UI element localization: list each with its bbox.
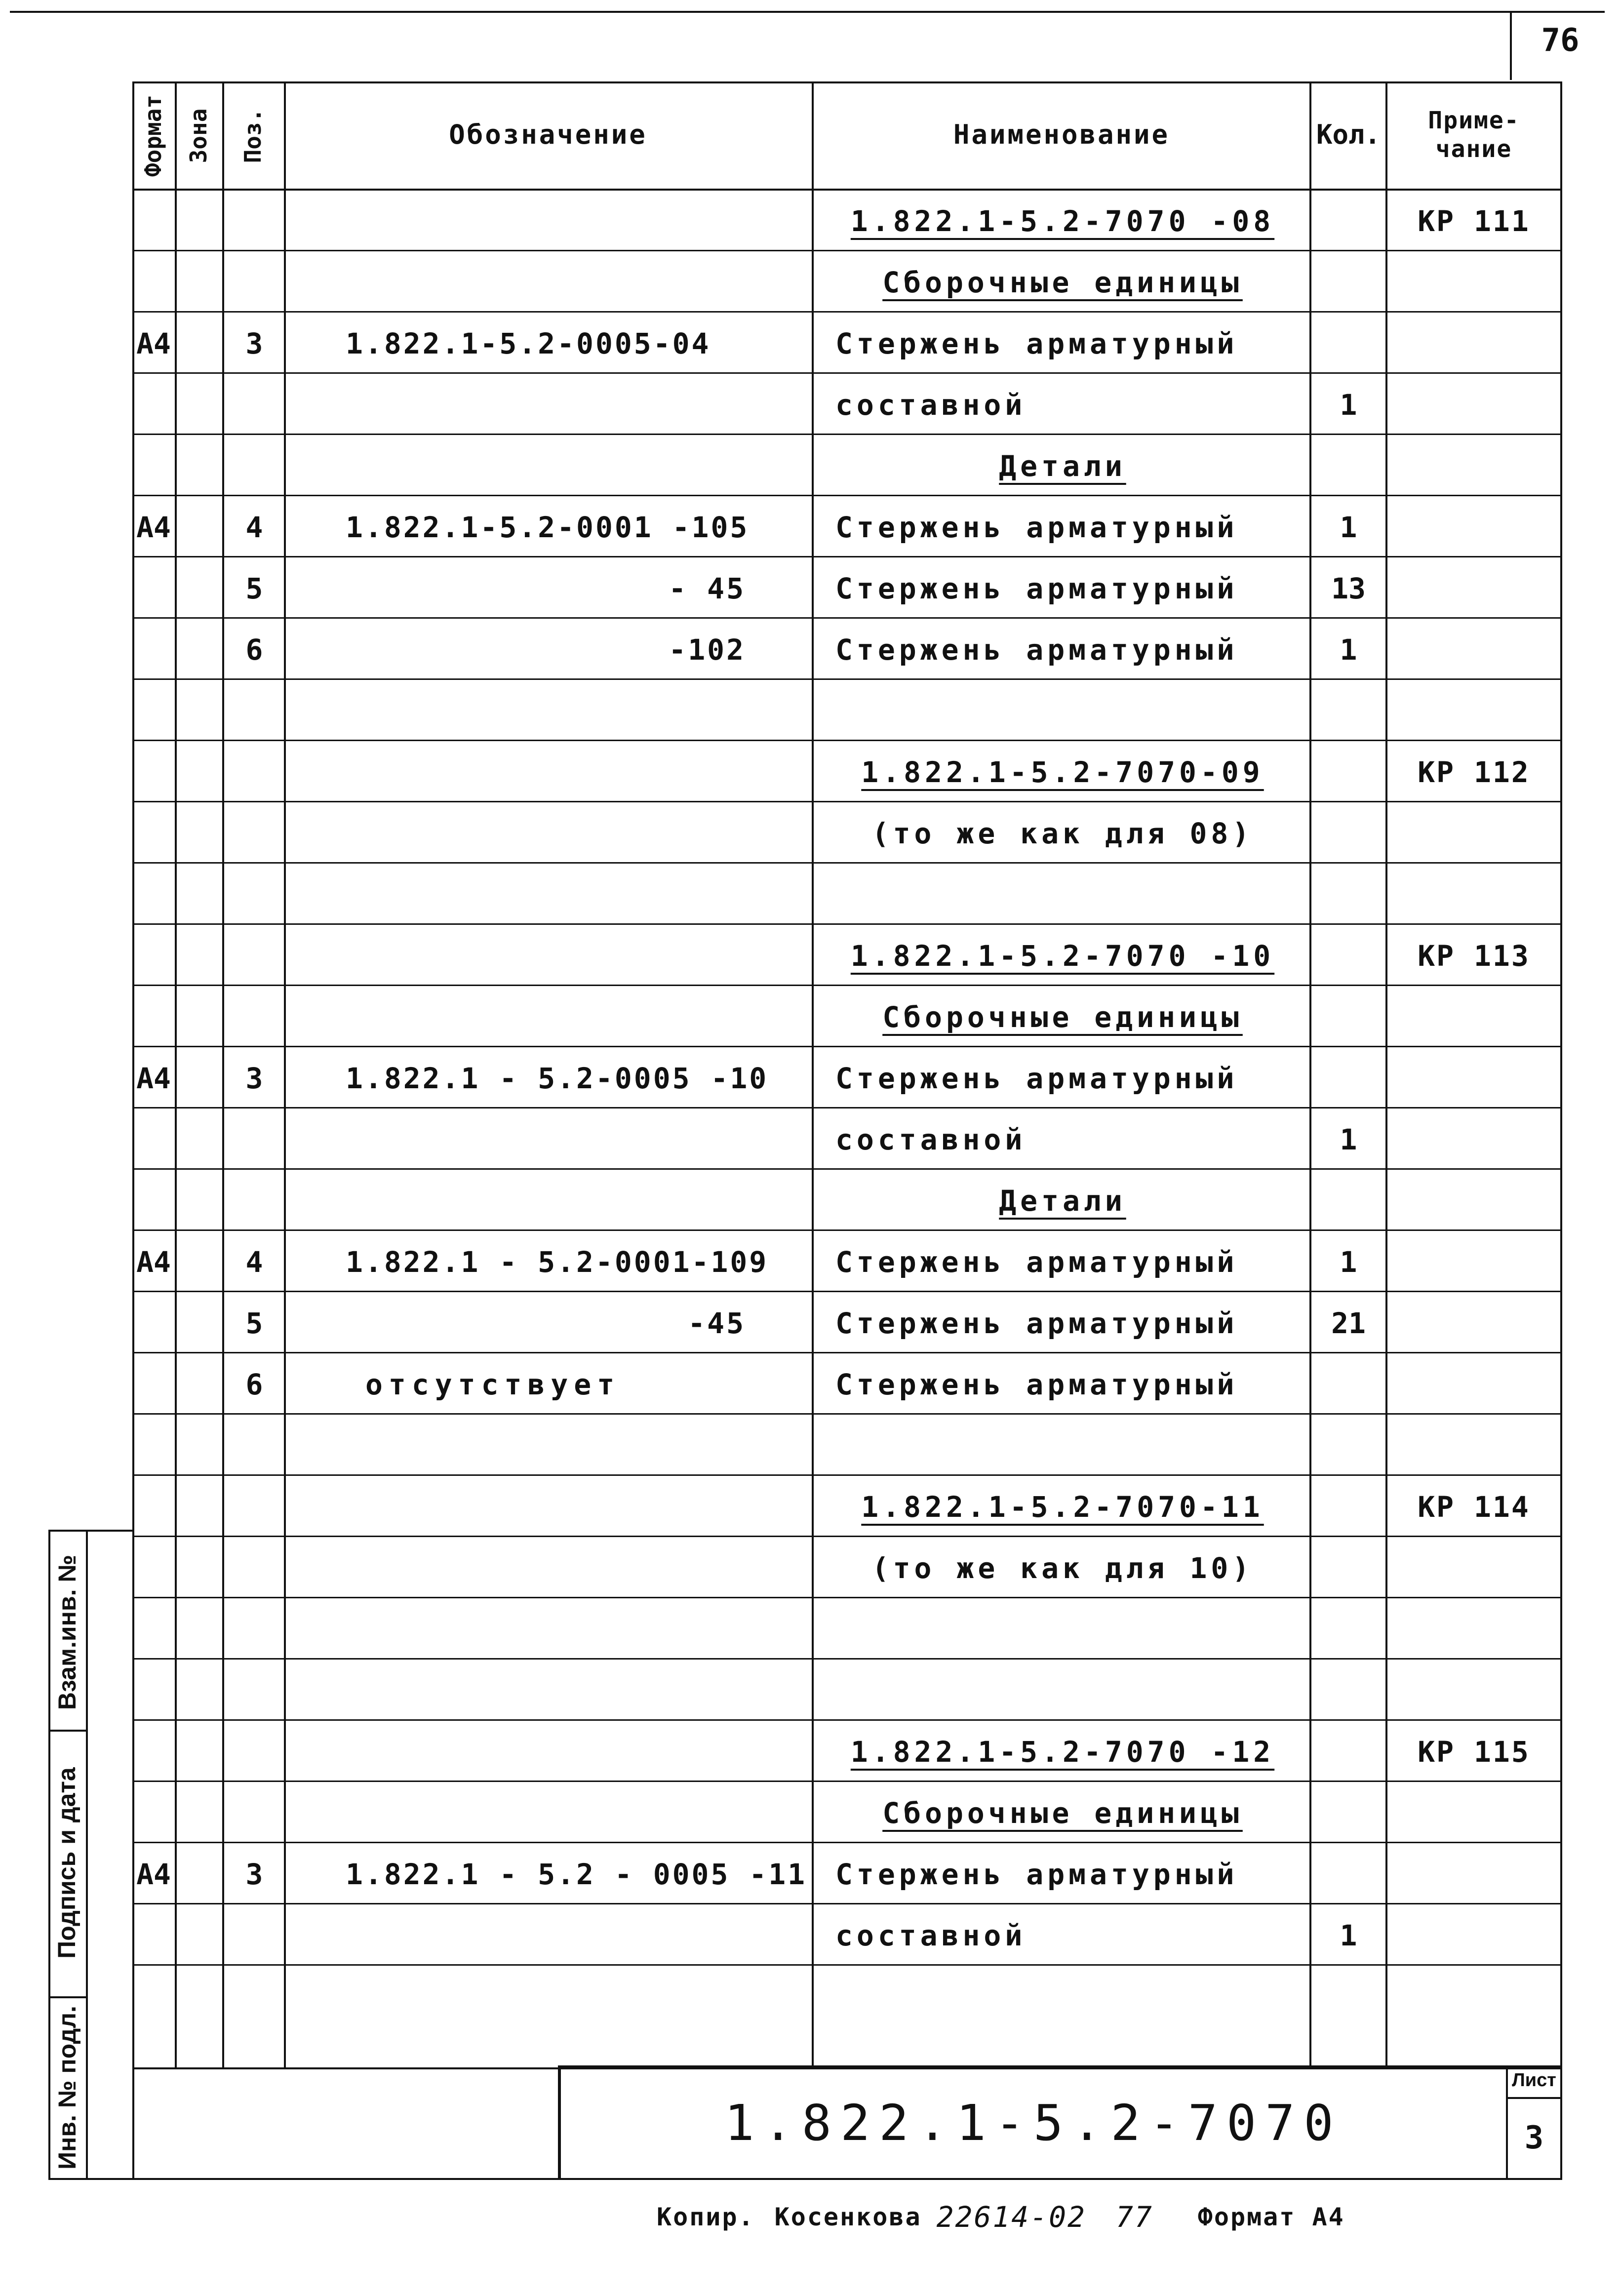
col-divider-pos — [284, 81, 286, 2069]
footer-copied-label: Копир. — [657, 2203, 755, 2231]
table-row-name — [816, 1721, 1309, 1782]
table-row-pos: 3 — [245, 1062, 263, 1095]
stamp-document-code: 1.822.1-5.2-7070 — [724, 2094, 1343, 2152]
stamp-sheet-label: Лист — [1512, 2070, 1556, 2091]
section-subtitle: Детали — [999, 1184, 1126, 1218]
header-qty: Кол. — [1316, 119, 1381, 150]
table-row-designation: 1.822.1-5.2-0001 -105 — [346, 511, 750, 544]
footer-order-suffix: 77 — [1115, 2200, 1153, 2234]
table-row-pos: 4 — [245, 511, 263, 544]
page-top-line — [10, 11, 1605, 13]
table-row-designation: отсутствует — [365, 1368, 621, 1401]
section-title: 1.822.1-5.2-7070 -10 — [850, 939, 1275, 973]
header-name: Наименование — [953, 119, 1170, 150]
table-row-name: Стержень арматурный — [835, 572, 1238, 605]
header-format: Формат — [140, 94, 166, 177]
table-row-pos: 3 — [245, 327, 263, 360]
row-divider-line — [132, 1719, 1562, 1721]
table-row-format: А4 — [136, 1062, 171, 1095]
header-zone: Зона — [185, 108, 212, 163]
table-row-name — [816, 191, 1309, 252]
footer-copied — [657, 2192, 1345, 2242]
table-row-designation: 1.822.1 - 5.2-0005 -10 — [346, 1062, 769, 1095]
header-designation: Обозначение — [449, 119, 647, 150]
table-row-qty: 1 — [1340, 511, 1357, 544]
table-row-name — [816, 1476, 1309, 1538]
section-subtitle: Сборочные единицы — [882, 1796, 1243, 1830]
table-row-designation: 1.822.1-5.2-0005-04 — [346, 327, 711, 360]
table-row-format: А4 — [136, 1858, 171, 1891]
table-row-qty: 1 — [1340, 388, 1357, 422]
table-row-name: Стержень арматурный — [835, 511, 1238, 544]
table-row-qty: 1 — [1340, 1123, 1357, 1156]
table-row-name — [816, 987, 1309, 1048]
table-row-name — [816, 1170, 1309, 1231]
table-row-name: (то же как для 10) — [871, 1551, 1254, 1585]
row-divider-line — [132, 923, 1562, 925]
table-row-qty: 1 — [1340, 1245, 1357, 1279]
table-row-name: Стержень арматурный — [835, 327, 1238, 360]
header-pos: Поз. — [239, 108, 266, 163]
page-number: 76 — [1541, 22, 1580, 59]
footer-format-label: Формат А4 — [1197, 2203, 1345, 2231]
table-row-note: КР 114 — [1418, 1490, 1530, 1524]
table-row-name: Стержень арматурный — [835, 1306, 1238, 1340]
frame-right — [1560, 81, 1562, 2180]
section-subtitle: Сборочные единицы — [882, 266, 1243, 299]
table-row-name — [816, 435, 1309, 497]
table-row-note: КР 111 — [1418, 204, 1530, 238]
table-row-name: Стержень арматурный — [835, 633, 1238, 667]
row-divider-line — [132, 1658, 1562, 1660]
table-row-pos: 5 — [245, 1306, 263, 1340]
margin-top-line — [48, 1530, 134, 1532]
table-row-format: А4 — [136, 1245, 171, 1279]
row-divider-line — [132, 1474, 1562, 1476]
page-number-box-left — [1510, 11, 1512, 80]
table-row-name: составной — [835, 1123, 1027, 1156]
table-row-designation: -102 — [669, 633, 746, 667]
table-row-pos: 6 — [245, 633, 263, 667]
table-row-designation: -45 — [688, 1306, 746, 1340]
table-row-pos: 4 — [245, 1245, 263, 1279]
table-row-name: (то же как для 08) — [871, 817, 1254, 850]
table-row-note: КР 113 — [1418, 939, 1530, 973]
margin-inner-divider — [86, 1530, 88, 2180]
table-row-qty: 1 — [1340, 633, 1357, 667]
col-divider-zone — [222, 81, 224, 2069]
table-row-note: КР 112 — [1418, 755, 1530, 789]
table-row-pos: 6 — [245, 1368, 263, 1401]
table-row-name — [816, 1782, 1309, 1844]
table-row-name — [816, 925, 1309, 987]
table-row-designation: - 45 — [669, 572, 746, 605]
col-divider-format — [175, 81, 177, 2069]
table-row-name — [816, 252, 1309, 313]
table-row-qty: 1 — [1340, 1919, 1357, 1952]
table-row-name: составной — [835, 1919, 1027, 1952]
table-row-name: Стержень арматурный — [835, 1368, 1238, 1401]
footer-copier-name: Косенкова — [774, 2203, 922, 2231]
margin-line-2 — [48, 1996, 88, 1998]
section-title: 1.822.1-5.2-7070-11 — [861, 1490, 1264, 1524]
footer-order-number: 22614-02 — [936, 2200, 1086, 2234]
col-divider-designation — [812, 81, 814, 2069]
frame-bottom — [132, 2178, 1562, 2180]
stamp-divider-left — [558, 2067, 561, 2180]
row-divider-line — [132, 740, 1562, 741]
table-row-pos: 5 — [245, 572, 263, 605]
section-title: 1.822.1-5.2-7070 -08 — [850, 204, 1275, 238]
table-row-name: Стержень арматурный — [835, 1245, 1238, 1279]
table-row-qty: 13 — [1331, 572, 1366, 605]
table-row-note: КР 115 — [1418, 1735, 1530, 1769]
stamp-sheet-number: 3 — [1524, 2120, 1544, 2156]
margin-vzam-inv: Взам.инв. № — [53, 1554, 81, 1710]
table-row-name: составной — [835, 388, 1027, 422]
table-row-name: Стержень арматурный — [835, 1858, 1238, 1891]
margin-bottom-line — [48, 2178, 134, 2180]
table-row-designation: 1.822.1 - 5.2-0001-109 — [346, 1245, 769, 1279]
table-row-format: А4 — [136, 511, 171, 544]
table-row-format: А4 — [136, 327, 171, 360]
section-title: 1.822.1-5.2-7070-09 — [861, 755, 1264, 789]
table-row-name — [816, 742, 1309, 803]
table-row-qty: 21 — [1331, 1306, 1366, 1340]
margin-sign-date: Подпись и дата — [53, 1767, 80, 1959]
table-row-name: Стержень арматурный — [835, 1062, 1238, 1095]
table-row-designation: 1.822.1 - 5.2 - 0005 -11 — [346, 1858, 807, 1891]
section-title: 1.822.1-5.2-7070 -12 — [850, 1735, 1275, 1769]
table-row-pos: 3 — [245, 1858, 263, 1891]
section-subtitle: Сборочные единицы — [882, 1000, 1243, 1034]
margin-inv-orig: Инв. № подл. — [53, 2006, 81, 2170]
section-subtitle: Детали — [999, 449, 1126, 483]
header-note: Приме- чание — [1428, 106, 1520, 163]
